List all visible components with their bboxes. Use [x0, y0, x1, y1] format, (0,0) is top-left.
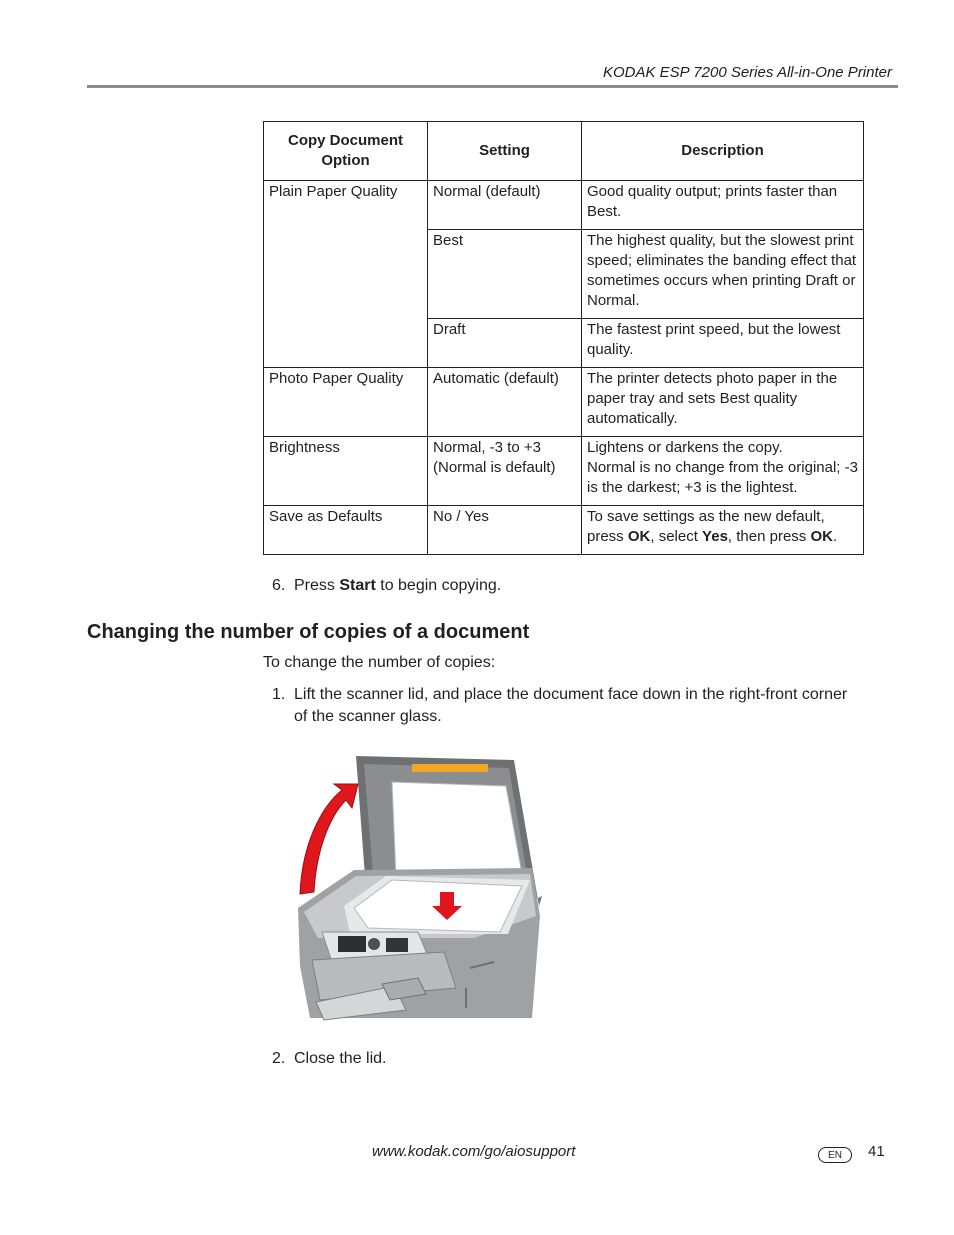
description-text: , then press [727, 528, 811, 545]
ok-key-label: OK [810, 528, 833, 545]
table-row [264, 437, 864, 506]
section-intro: To change the number of copies: [263, 654, 496, 671]
header-divider [87, 85, 898, 88]
navigation-button [368, 938, 380, 950]
setting-cell: Automatic (default) [428, 368, 582, 437]
description-text: . [832, 528, 838, 545]
setting-cell: Best [428, 230, 582, 319]
setting-cell: Normal, -3 to +3 (Normal is default) [428, 437, 582, 506]
table-row [264, 368, 864, 437]
description-cell: The printer detects photo paper in the paper tray and sets Best quality automatically. [582, 368, 864, 437]
setting-cell: Draft [428, 319, 582, 368]
yes-option-label: Yes [702, 528, 728, 545]
start-button-label: Start [339, 577, 376, 594]
table-row [264, 181, 864, 230]
step-text-line: Close the lid. [294, 1050, 387, 1067]
option-cell: Brightness [264, 437, 428, 506]
description-text: , select [650, 528, 703, 545]
description-line: Normal is no change from the original; -3 is the darkest; +3 is the lightest. [587, 459, 858, 496]
description-cell: The highest quality, but the slowest print speed; eliminates the banding effect that sometimes occurs when printing Draft or Normal. [582, 230, 864, 319]
lcd-screen [338, 936, 366, 952]
copy-options-table [263, 121, 864, 555]
section-heading: Changing the number of copies of a document [87, 621, 530, 643]
step-number: 6. [272, 577, 286, 594]
description-cell [582, 506, 864, 555]
table-header-row [264, 122, 864, 181]
lid-accent-strip [412, 764, 488, 772]
step-number: 2. [272, 1050, 286, 1067]
button-cluster [386, 938, 408, 952]
setting-cell: Normal (default) [428, 181, 582, 230]
column-header-option: Copy Document Option [264, 122, 428, 181]
printer-illustration-svg [294, 756, 542, 1024]
language-badge: EN [818, 1147, 852, 1163]
description-line: Lightens or darkens the copy. [587, 439, 783, 456]
step-text-line: of the scanner glass. [294, 708, 442, 725]
step-number: 1. [272, 686, 286, 703]
description-cell: The fastest print speed, but the lowest quality. [582, 319, 864, 368]
description-cell: Good quality output; prints faster than Best. [582, 181, 864, 230]
page-number: 41 [868, 1143, 885, 1160]
printer-lid-illustration [294, 756, 542, 1024]
option-cell: Plain Paper Quality [264, 181, 428, 368]
option-cell: Save as Defaults [264, 506, 428, 555]
running-header: KODAK ESP 7200 Series All-in-One Printer [602, 64, 892, 81]
step-text-part: Press [294, 577, 340, 594]
step-text-line: Lift the scanner lid, and place the document face down in the right-front corner [294, 686, 848, 703]
step-text-part: to begin copying. [375, 577, 502, 594]
step-text [294, 575, 501, 597]
description-cell [582, 437, 864, 506]
setting-cell: No / Yes [428, 506, 582, 555]
option-cell: Photo Paper Quality [264, 368, 428, 437]
support-url: www.kodak.com/go/aiosupport [372, 1143, 576, 1160]
description-text: To save settings as the new default, press [587, 508, 825, 545]
table-row [264, 506, 864, 555]
column-header-setting: Setting [428, 122, 582, 181]
column-header-description: Description [582, 122, 864, 181]
ok-key-label: OK [627, 528, 651, 545]
